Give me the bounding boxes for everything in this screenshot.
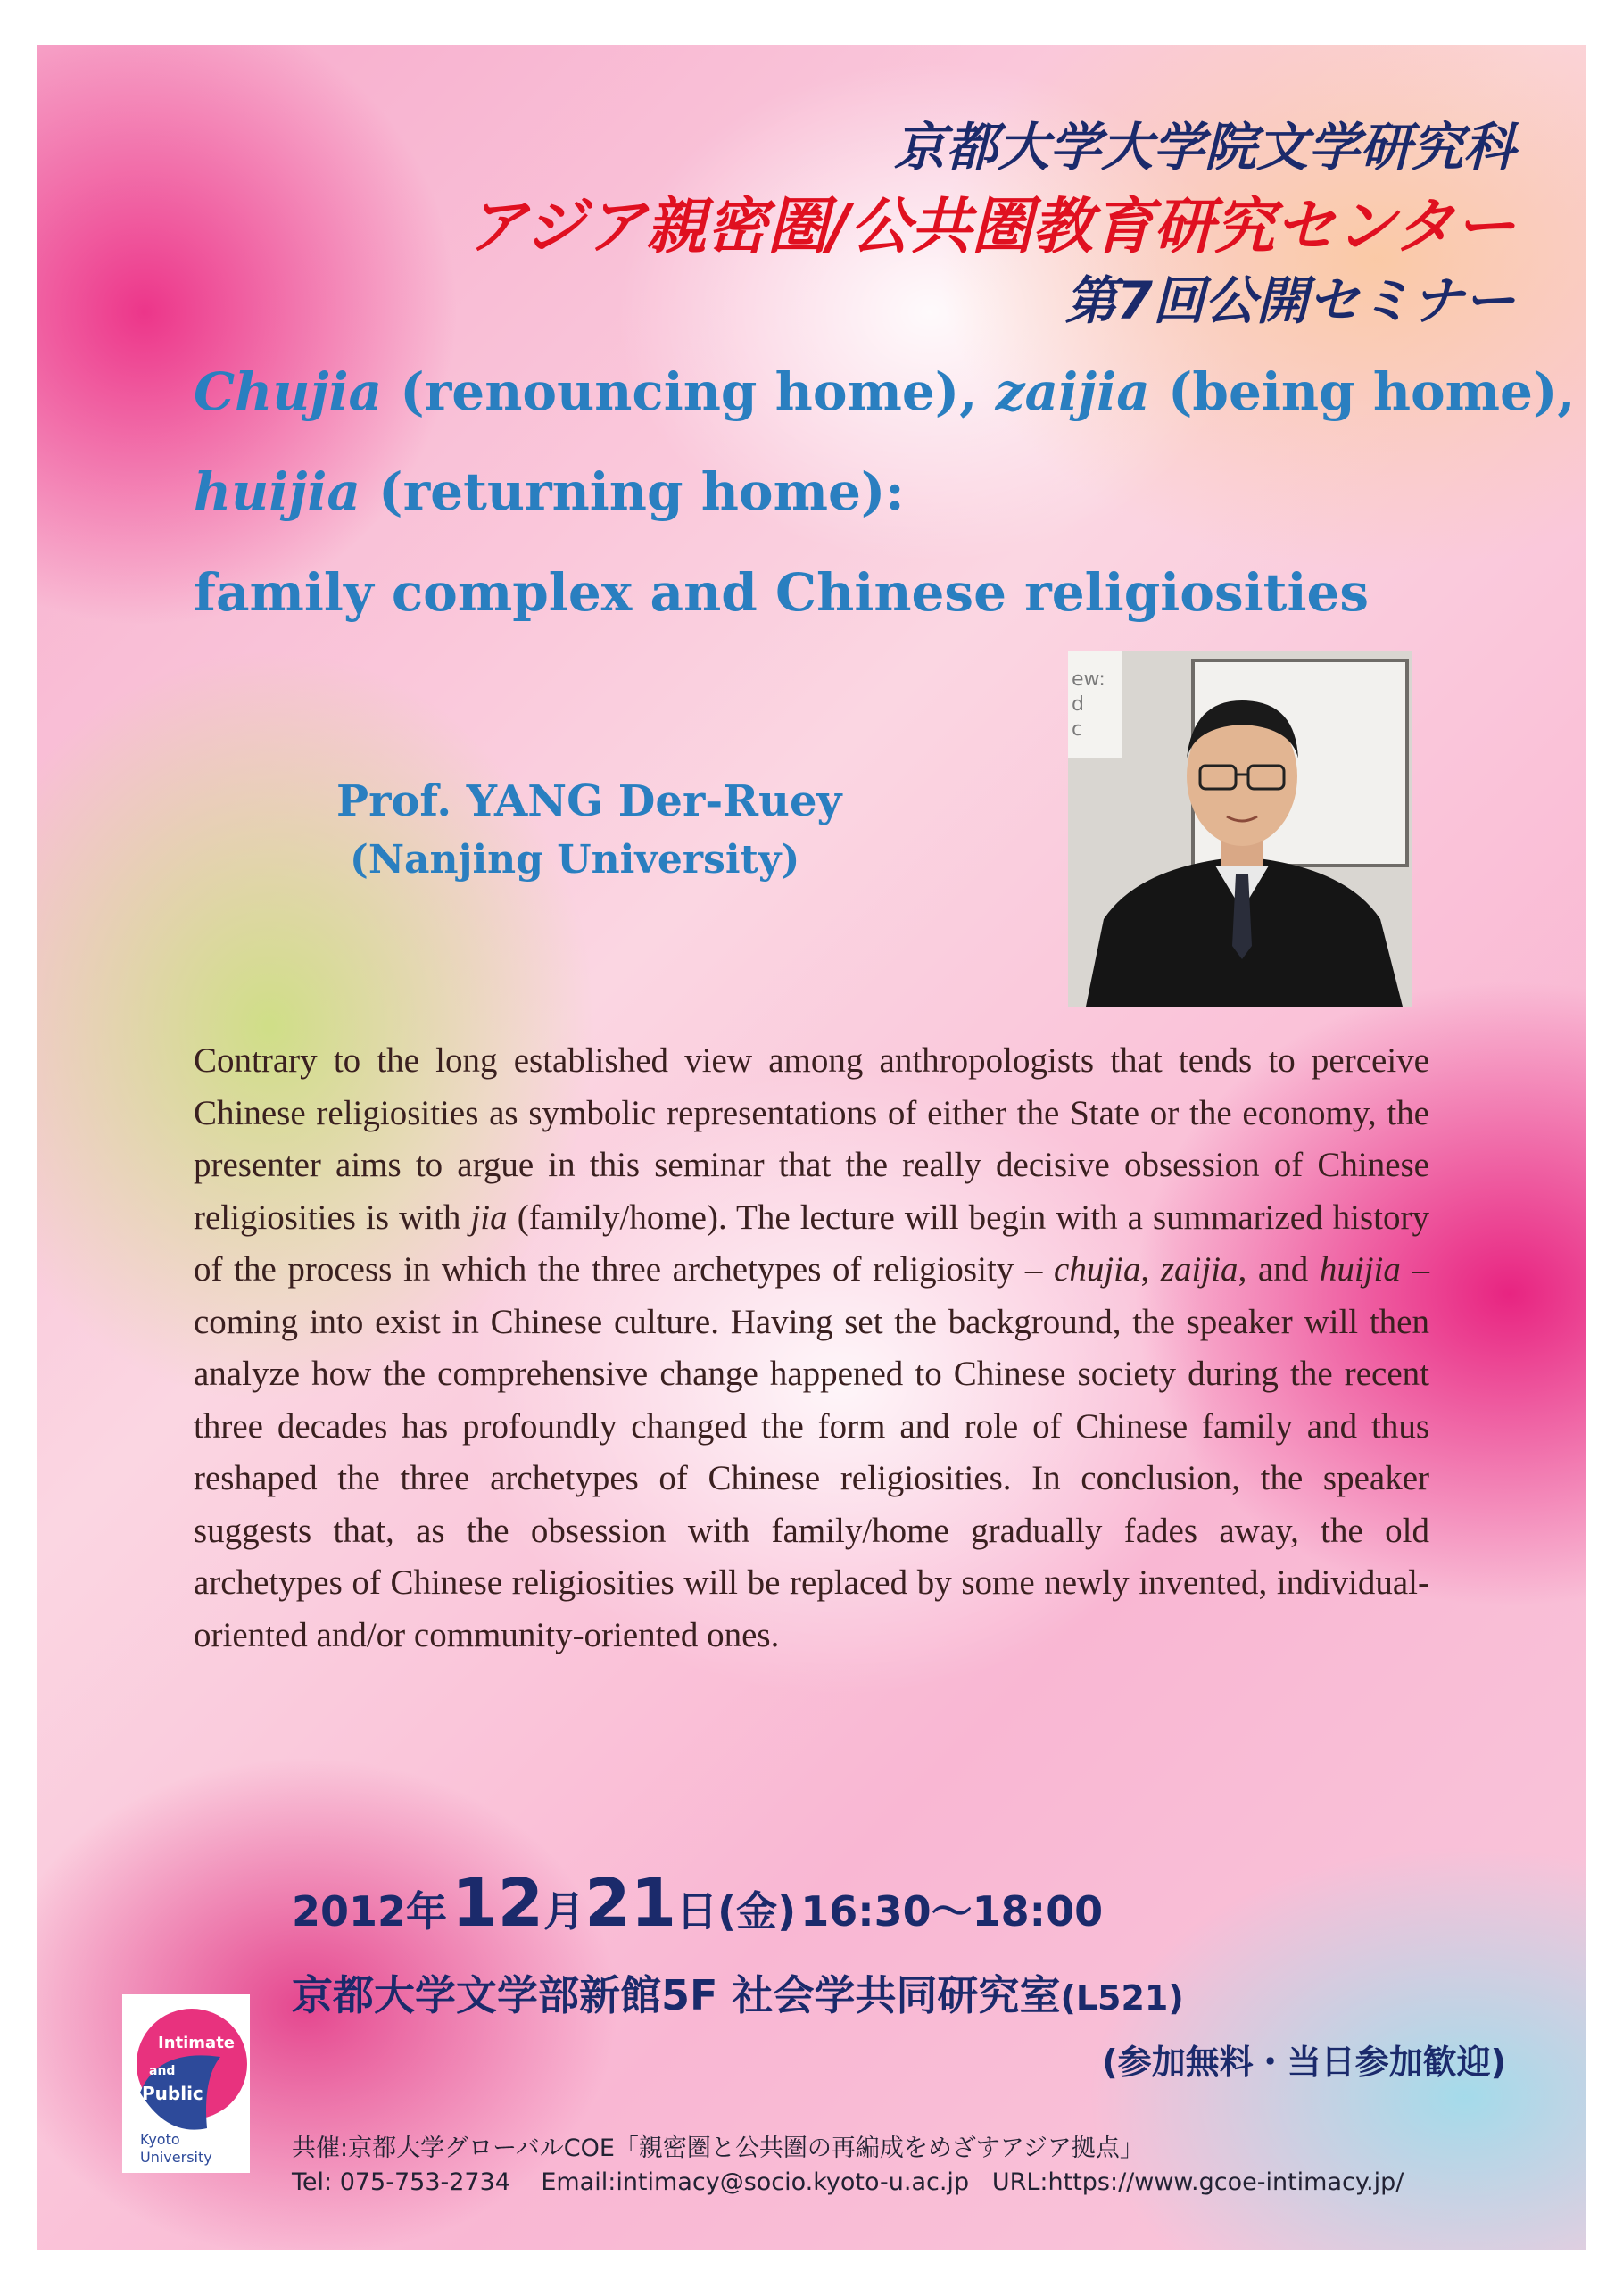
event-datetime xyxy=(292,1865,1103,1942)
event-year: 2012年 xyxy=(292,1887,448,1935)
event-room: (L521) xyxy=(1060,1978,1184,2018)
abstract-and: , and xyxy=(1238,1250,1320,1289)
svg-text:c: c xyxy=(1072,718,1083,741)
logo-text-university: University xyxy=(140,2149,212,2166)
abstract-chujia: chujia xyxy=(1054,1250,1141,1289)
abstract-part-3: – coming into exist in Chinese culture. Having set the background, the speaker will then analyze how the comprehensive change happened to Chinese society during the recent three decades has profoundly changed the form and role of Chinese family and thus reshaped the three archetypes of Chinese religiosities. In conclusion, the speaker suggests that, as the obsession with family/home gradually fades away, the old archetypes of Chinese religiosities will be replaced by some newly invented, individual-oriented and/or community-oriented ones. xyxy=(194,1250,1430,1654)
speaker-affiliation: (Nanjing University) xyxy=(350,837,800,883)
header-seminar: 第7回公開セミナー xyxy=(1064,270,1515,331)
abstract-comma: , xyxy=(1140,1250,1161,1289)
title-zaijia: zaijia xyxy=(995,361,1150,422)
title-line-2 xyxy=(194,461,905,522)
title-line-3: family complex and Chinese religiosities xyxy=(194,562,1370,623)
speaker-photo-illustration xyxy=(1068,651,1412,1007)
header-center: アジア親密圏/公共圏教育研究センター xyxy=(466,192,1515,262)
slide-text: ew: xyxy=(1072,668,1105,691)
event-day-num: 21 xyxy=(584,1865,677,1942)
speaker-name: Prof. YANG Der-Ruey xyxy=(336,776,842,826)
abstract-zaijia: zaijia xyxy=(1160,1250,1238,1289)
footer-email[interactable]: Email:intimacy@socio.kyoto-u.ac.jp xyxy=(541,2168,970,2196)
event-note: (参加無料・当日参加歓迎) xyxy=(1102,2043,1506,2082)
poster xyxy=(37,45,1586,2250)
abstract-part-1: Contrary to the long established view among anthropologists that tends to perceive Chinese religiosities as symbolic representations of either the State or the economy, the presenter aims to argue in this seminar that the really decisive obsession of Chinese religiosities is with xyxy=(194,1041,1429,1237)
abstract-jia: jia xyxy=(470,1198,508,1237)
abstract-part-2: (family/home). The lecture will begin with a summarized history of the process in which the three archetypes of religiosity – xyxy=(194,1198,1429,1289)
logo-text-intimate: Intimate xyxy=(158,2034,236,2052)
abstract-huijia: huijia xyxy=(1319,1250,1401,1289)
header-university: 京都大学大学院文学研究科 xyxy=(893,117,1515,178)
logo-mark xyxy=(122,1994,250,2173)
footer-contact xyxy=(292,2168,1404,2196)
title-returning: (returning home): xyxy=(360,461,905,522)
kyoto-intimacy-logo xyxy=(122,1994,250,2173)
footer-tel: Tel: 075-753-2734 xyxy=(292,2168,510,2196)
svg-text:d: d xyxy=(1072,693,1084,716)
event-month-num: 12 xyxy=(451,1865,544,1942)
title-huijia: huijia xyxy=(194,461,360,522)
speaker-photo xyxy=(1068,651,1412,1007)
event-month-suffix: 月 xyxy=(543,1887,585,1935)
title-line-1 xyxy=(194,361,1576,422)
abstract xyxy=(194,1035,1429,1662)
title-renouncing: (renouncing home), xyxy=(382,361,996,422)
event-time: 16:30〜18:00 xyxy=(800,1887,1104,1935)
logo-text-public: Public xyxy=(142,2083,203,2104)
footer-url[interactable]: URL:https://www.gcoe-intimacy.jp/ xyxy=(991,2168,1404,2196)
footer-cohost: 共催:京都大学グローバルCOE「親密圏と公共圏の再編成をめざすアジア拠点」 xyxy=(292,2134,1144,2162)
logo-text-and: and xyxy=(149,2064,176,2078)
event-venue xyxy=(292,1963,1184,2022)
event-day-suffix: 日 xyxy=(676,1887,718,1935)
event-weekday: (金) xyxy=(717,1887,797,1935)
title-chujia: Chujia xyxy=(194,361,383,422)
title-being: (being home), xyxy=(1149,361,1576,422)
logo-text-kyoto: Kyoto xyxy=(140,2131,180,2148)
event-venue-name: 京都大学文学部新館5F 社会学共同研究室 xyxy=(292,1971,1061,2019)
